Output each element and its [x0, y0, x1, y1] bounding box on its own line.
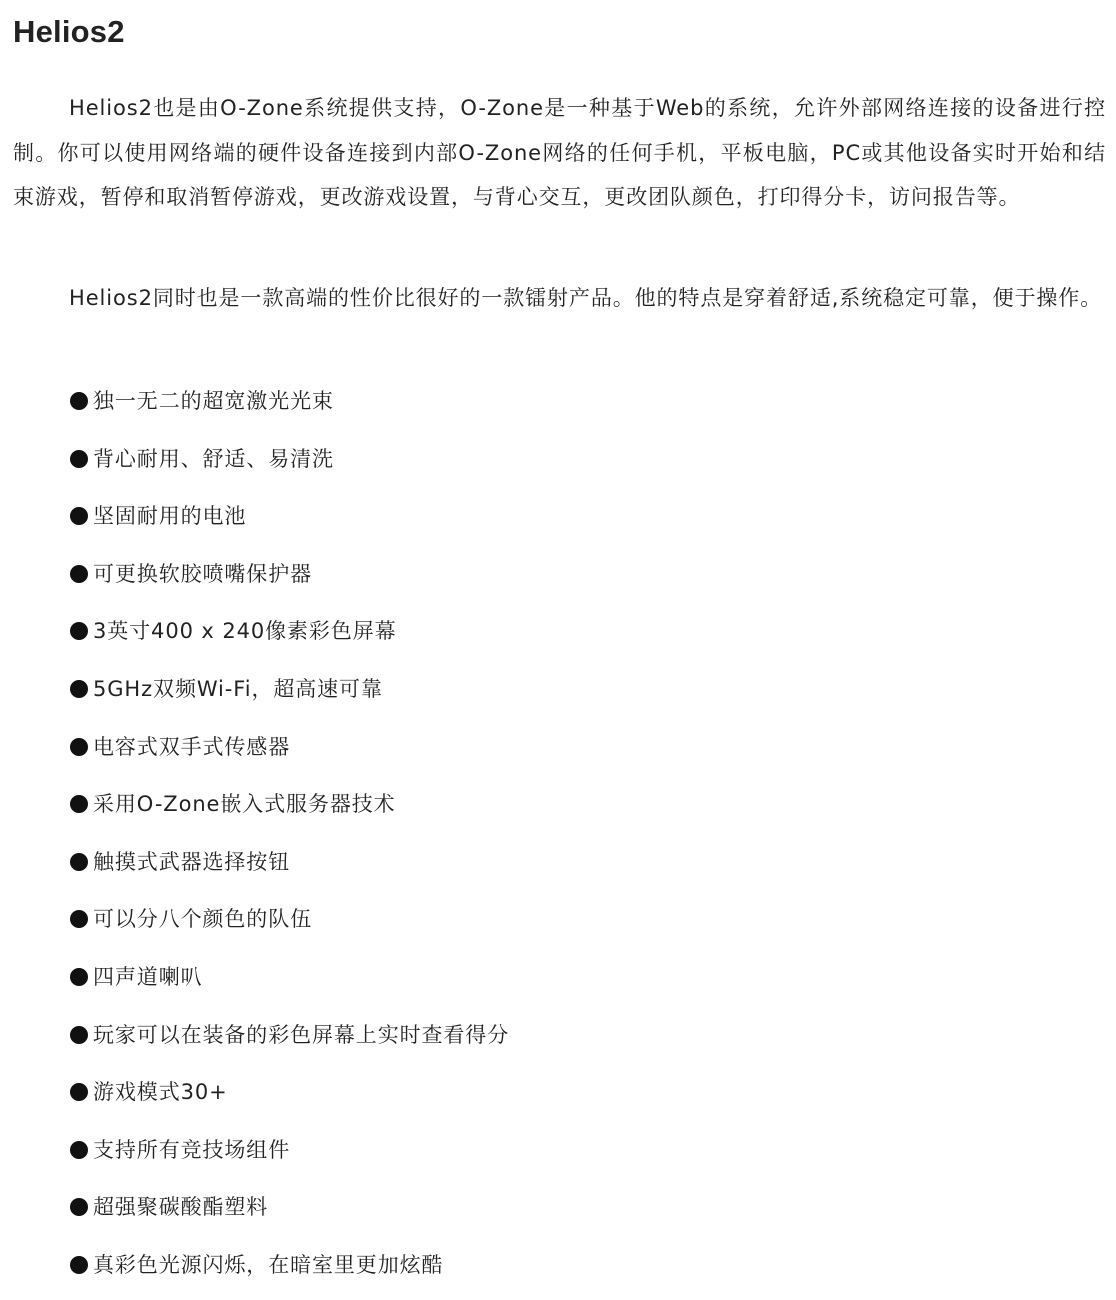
- bullet-icon: [70, 450, 88, 468]
- feature-item: [70, 839, 509, 897]
- feature-text: 电容式双手式传感器: [93, 734, 291, 759]
- feature-item: [70, 1127, 509, 1185]
- feature-item: [70, 896, 509, 954]
- bullet-icon: [70, 622, 88, 640]
- feature-item: [70, 724, 509, 782]
- feature-text: 超强聚碳酸酯塑料: [93, 1195, 269, 1220]
- feature-text: 背心耐用、舒适、易清洗: [93, 446, 334, 471]
- bullet-icon: [70, 968, 88, 986]
- feature-text: 独一无二的超宽激光光束: [93, 389, 334, 413]
- intro-paragraph: Helios2也是由O-Zone系统提供支持，O-Zone是一种基于Web的系统，允许外部网络连接的设备进行控制。你可以使用网络端的硬件设备连接到内部O-Zone网络的任何手机，平板电脑，PC或其他设备实时开始和结束游戏，暂停和取消暂停游戏，更改游戏设置，与背心交互，更改团队颜色，打印得分卡，访问报告等。: [13, 96, 1106, 209]
- feature-item: [70, 551, 509, 609]
- bullet-icon: [70, 1256, 88, 1274]
- bullet-icon: [70, 565, 88, 583]
- bullet-icon: [70, 910, 88, 928]
- feature-item: [70, 781, 509, 839]
- bullet-icon: [70, 1026, 88, 1044]
- bullet-icon: [70, 507, 88, 525]
- feature-text: 玩家可以在装备的彩色屏幕上实时查看得分: [93, 1022, 510, 1047]
- bullet-icon: [70, 1141, 88, 1159]
- bullet-icon: [70, 795, 88, 813]
- feature-text: 3英寸400 x 240像素彩色屏幕: [93, 619, 397, 644]
- feature-text: 可以分八个颜色的队伍: [93, 907, 312, 932]
- feature-text: 真彩色光源闪烁，在暗室里更加炫酷: [93, 1252, 444, 1277]
- feature-item: [70, 436, 509, 494]
- bullet-icon: [70, 1198, 88, 1216]
- feature-item: [70, 1012, 509, 1070]
- feature-item: [70, 493, 509, 551]
- bullet-icon: [70, 1083, 88, 1101]
- page-title: Helios2: [13, 14, 125, 49]
- feature-text: 可更换软胶喷嘴保护器: [93, 561, 312, 586]
- bullet-icon: [70, 392, 88, 410]
- bullet-icon: [70, 738, 88, 756]
- feature-text: 5GHz双频Wi-Fi，超高速可靠: [93, 676, 383, 701]
- feature-item: [70, 1242, 509, 1300]
- feature-item: [70, 378, 509, 436]
- feature-text: 触摸式武器选择按钮: [93, 849, 291, 874]
- summary-paragraph: Helios2同时也是一款高端的性价比很好的一款镭射产品。他的特点是穿着舒适,系统稳定可靠，便于操作。: [69, 286, 1103, 310]
- bullet-icon: [70, 680, 88, 698]
- feature-item: [70, 666, 509, 724]
- feature-item: [70, 1184, 509, 1242]
- feature-list: [70, 378, 509, 1300]
- bullet-icon: [70, 853, 88, 871]
- feature-item: [70, 1069, 509, 1127]
- feature-item: [70, 608, 509, 666]
- feature-text: 四声道喇叭: [93, 964, 203, 989]
- feature-text: 支持所有竞技场组件: [93, 1137, 291, 1162]
- feature-text: 采用O-Zone嵌入式服务器技术: [93, 792, 396, 817]
- feature-item: [70, 954, 509, 1012]
- feature-text: 游戏模式30+: [93, 1080, 228, 1105]
- feature-text: 坚固耐用的电池: [93, 504, 247, 529]
